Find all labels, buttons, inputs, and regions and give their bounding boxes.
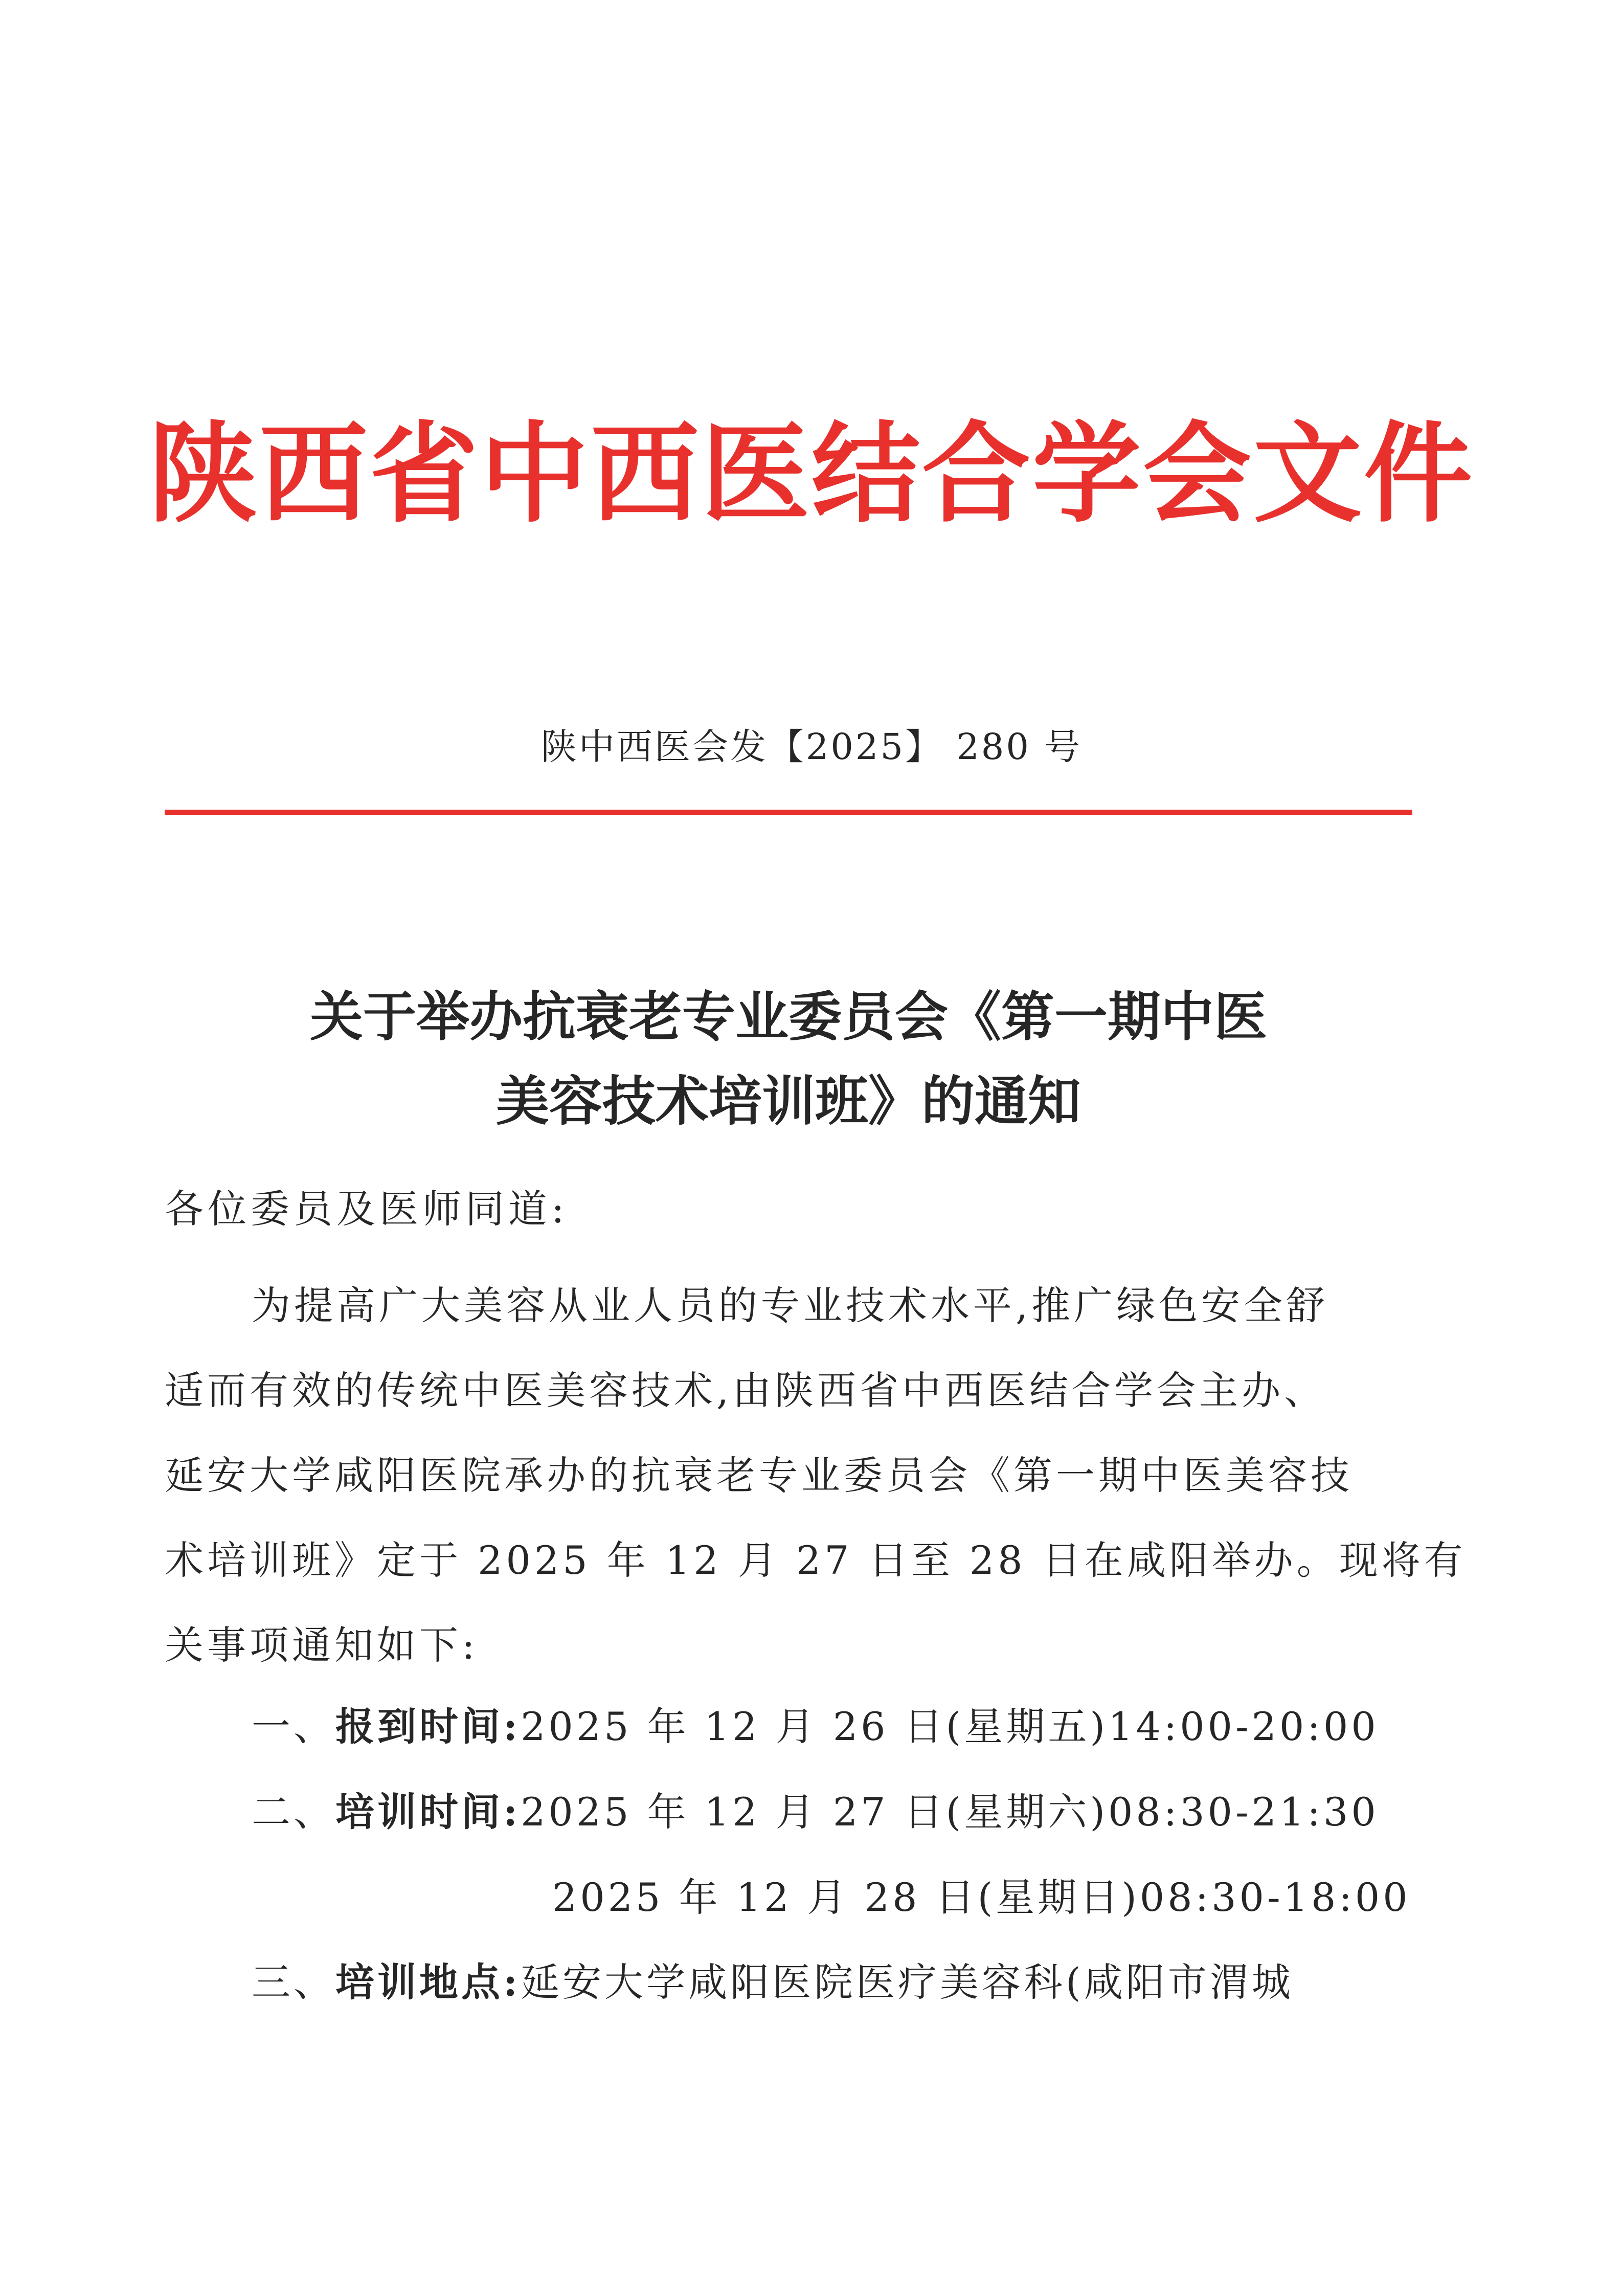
item-prefix: 一、 bbox=[252, 1704, 335, 1749]
item-label: 培训地点: bbox=[335, 1959, 521, 2005]
item-training-location bbox=[252, 1959, 1294, 2005]
red-divider-rule bbox=[165, 810, 1412, 815]
salutation: 各位委员及医师同道: bbox=[165, 1186, 569, 1232]
body-paragraph bbox=[165, 1263, 1467, 1688]
item-label: 培训时间: bbox=[335, 1789, 521, 1835]
body-line: 延安大学咸阳医院承办的抗衰老专业委员会《第一期中医美容技 bbox=[165, 1453, 1353, 1498]
document-header-title: 陕西省中西医结合学会文件 bbox=[149, 410, 1474, 537]
item-value: 延安大学咸阳医院医疗美容科(咸阳市渭城 bbox=[521, 1959, 1294, 2005]
item-label: 报到时间: bbox=[335, 1704, 521, 1749]
notice-title-line-2: 美容技术培训班》的通知 bbox=[495, 1069, 1081, 1132]
body-line: 关事项通知如下: bbox=[165, 1622, 479, 1668]
item-prefix: 三、 bbox=[252, 1959, 335, 2005]
body-line: 术培训班》定于 2025 年 12 月 27 日至 28 日在咸阳举办。现将有 bbox=[165, 1537, 1467, 1583]
item-training-time-day-2: 2025 年 12 月 28 日(星期日)08:30-18:00 bbox=[552, 1875, 1411, 1920]
body-line: 为提高广大美容从业人员的专业技术水平,推广绿色安全舒 bbox=[252, 1283, 1329, 1328]
body-line: 适而有效的传统中医美容技术,由陕西省中西医结合学会主办、 bbox=[165, 1368, 1327, 1413]
item-registration-time bbox=[252, 1703, 1379, 1750]
notice-title bbox=[165, 974, 1412, 1143]
item-prefix: 二、 bbox=[252, 1789, 335, 1835]
notice-title-line-1: 关于举办抗衰老专业委员会《第一期中医 bbox=[309, 985, 1267, 1048]
item-value: 2025 年 12 月 26 日(星期五)14:00-20:00 bbox=[521, 1704, 1379, 1749]
document-number: 陕中西医会发【2025】 280 号 bbox=[540, 726, 1083, 768]
item-value: 2025 年 12 月 27 日(星期六)08:30-21:30 bbox=[521, 1789, 1379, 1835]
item-training-time bbox=[252, 1789, 1379, 1835]
